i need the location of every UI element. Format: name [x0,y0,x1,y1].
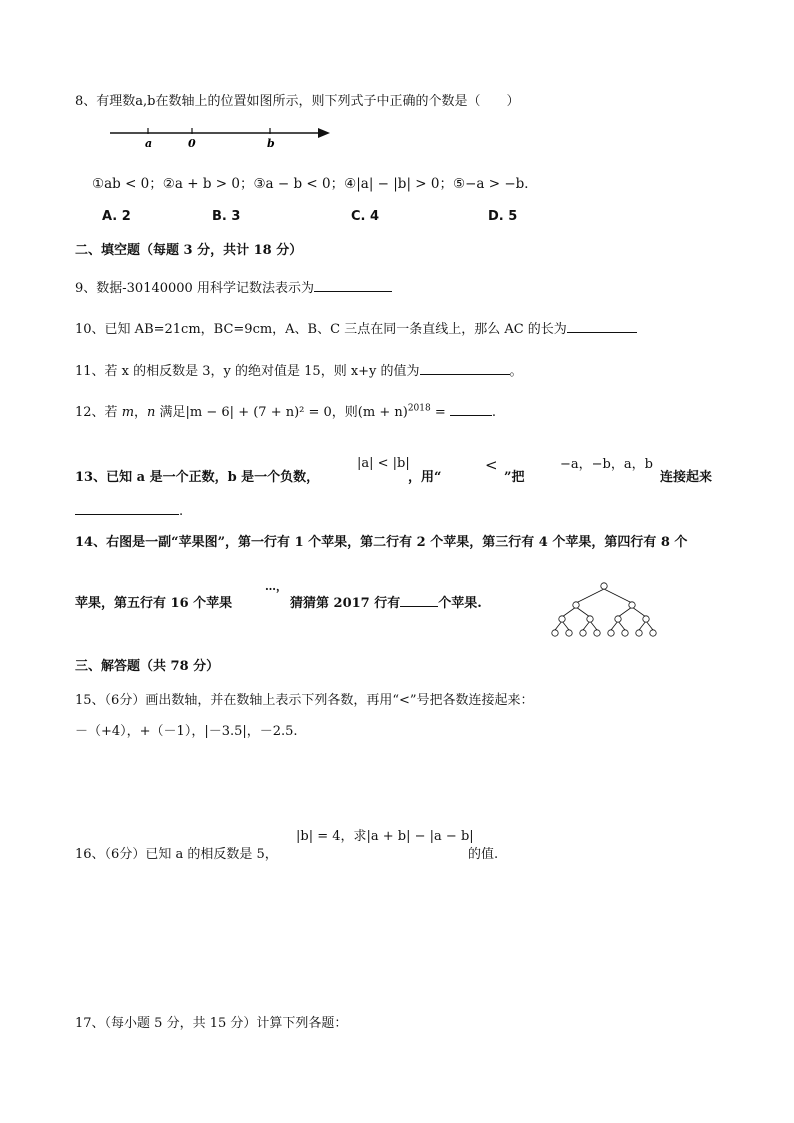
label-a: a [145,137,153,150]
q16-pre: 16、（6分）已知 a 的相反数是 5， [75,847,278,862]
q10-text: 10、已知 AB=21cm，BC=9cm，A、B、C 三点在同一条直线上，那么 AC 的长为 [75,322,567,337]
q12-m: m [121,405,135,420]
apple-icon [643,616,649,622]
section2-title: 二、填空题（每题 3 分，共计 18 分） [75,243,303,258]
q16-post: 的值. [468,847,499,862]
q13-answer-line [75,502,183,519]
apple-icon [566,630,572,636]
q12-end: . [491,405,497,420]
q12-comma: ， [134,405,148,420]
section3-title: 三、解答题（共 78 分） [75,659,220,674]
apple-icon [587,616,593,622]
q8-option-c: C. 4 [351,209,380,224]
q11-text: 11、若 x 的相反数是 3，y 的绝对值是 15，则 x+y 的值为 [75,364,420,379]
apple-icon [573,602,579,608]
q12 [75,401,496,420]
q8-option-a: A. 2 [102,209,131,224]
q8-number-line [108,124,333,152]
q9-text: 9、数据-30140000 用科学记数法表示为 [75,281,314,296]
apple-icon [629,602,635,608]
q13-items: −a，−b，a，b [560,457,653,472]
q13-answer-blank[interactable] [75,502,179,515]
q14-line2a: 苹果，第五行有 16 个苹果 [75,596,233,611]
q8-option-d: D. 5 [488,209,518,224]
apple-icon [622,630,628,636]
q13-condition: |a| < |b| [357,456,410,471]
apple-icon [608,630,614,636]
apple-icon [559,616,565,622]
label-0: 0 [188,137,196,150]
q15-numbers: －（+4），+（－1），|－3.5|，－2.5. [75,724,298,739]
q14-line2b-wrap [290,592,482,611]
q13-part1: 13、已知 a 是一个正数，b 是一个负数， [75,470,320,485]
q16-expression: |b| = 4，求|a + b| − |a − b| [296,829,474,844]
q12-condition: 满足|m − 6| + (7 + n)² = 0，则(m + n) [159,405,408,420]
q8-stem: 8、有理数a,b在数轴上的位置如图所示，则下列式子中正确的个数是（ ） [75,94,520,109]
q9 [75,277,392,296]
q11-answer-blank[interactable] [420,362,510,375]
q17-text: 17、（每小题 5 分，共 15 分）计算下列各题： [75,1016,348,1031]
q14-line2b: 猜猜第 2017 行有 [290,596,401,611]
q12-n: n [147,405,156,420]
q14-line1: 14、右图是一副“苹果图”，第一行有 1 个苹果，第二行有 2 个苹果，第三行有 4 个苹果，第四行有 8 个 [75,535,688,550]
apple-icon [594,630,600,636]
apple-icon [636,630,642,636]
q11 [75,360,523,379]
q8-statements: ①ab < 0；②a + b > 0；③a − b < 0；④|a| − |b| > 0；⑤−a > −b． [92,176,538,192]
q15-text: 15、（6分）画出数轴，并在数轴上表示下列各数，再用“<”号把各数连接起来： [75,693,534,708]
q12-answer-blank[interactable] [450,403,492,416]
q10-answer-blank[interactable] [567,320,637,333]
number-line-arrow [318,128,330,138]
apple-icon [552,630,558,636]
q13-part4: 连接起来 [660,470,713,485]
q14-line2c: 个苹果. [438,596,482,611]
q12-pre: 12、若 [75,405,118,420]
q9-answer-blank[interactable] [314,279,392,292]
q14-answer-blank[interactable] [400,594,438,607]
q8-option-b: B. 3 [212,209,241,224]
apple-icon [615,616,621,622]
q12-equals: = [430,405,450,420]
q13-part3: ”把 [504,470,525,485]
label-b: b [267,137,275,150]
apple-tree-figure [548,580,660,640]
q13-end: . [179,504,184,519]
apple-icon [580,630,586,636]
apple-icon [650,630,656,636]
q11-end: 。 [509,364,523,379]
q10 [75,318,637,337]
q13-part2: ，用“ [408,470,442,485]
q12-exponent: 2018 [407,403,431,414]
q13-less-than: < [485,456,498,474]
apple-icon [601,583,607,589]
q14-dots: …， [265,580,287,593]
